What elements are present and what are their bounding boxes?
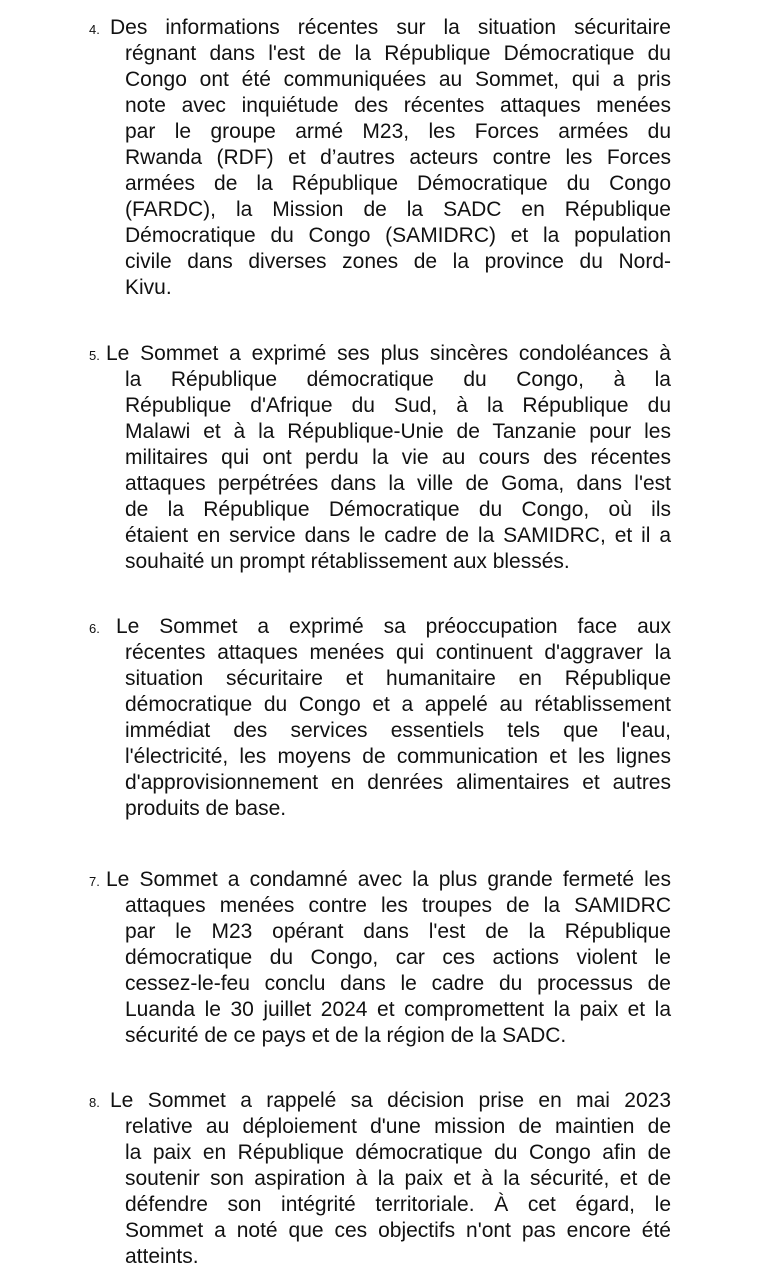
paragraph-line: souhaité un prompt rétablissement aux blessés.	[125, 550, 570, 573]
paragraph-line: Kivu.	[125, 276, 172, 299]
paragraph-number: 7.	[89, 874, 100, 889]
paragraph-line: récentes attaques menées qui continuent d'aggraver la	[125, 641, 671, 664]
paragraph-line: sécurité de ce pays et de la région de la SADC.	[125, 1024, 567, 1047]
paragraph-line: par le groupe armé M23, les Forces armées du	[125, 120, 671, 143]
paragraph-line: soutenir son aspiration à la paix et à la sécurité, et de	[125, 1167, 671, 1190]
paragraph-line: atteints.	[125, 1245, 199, 1268]
paragraph-line: situation sécuritaire et humanitaire en République	[125, 667, 671, 690]
paragraph-line: la République démocratique du Congo, à la	[125, 368, 671, 391]
paragraph-line: Des informations récentes sur la situation sécuritaire	[110, 16, 671, 39]
paragraph-line: l'électricité, les moyens de communication et les lignes	[125, 745, 671, 768]
paragraph-line: produits de base.	[125, 797, 287, 820]
paragraph-line: Le Sommet a exprimé sa préoccupation face aux	[116, 615, 671, 638]
paragraph-line: étaient en service dans le cadre de la SAMIDRC, et il a	[125, 524, 671, 547]
paragraph-line: défendre son intégrité territoriale. À cet égard, le	[125, 1193, 671, 1216]
paragraph-line: Le Sommet a condamné avec la plus grande fermeté les	[106, 868, 671, 891]
paragraph-line: Luanda le 30 juillet 2024 et compromettent la paix et la	[125, 998, 671, 1021]
paragraph-line: note avec inquiétude des récentes attaques menées	[125, 94, 671, 117]
paragraph-line: Le Sommet a exprimé ses plus sincères condoléances à	[106, 342, 671, 365]
paragraph-line: République d'Afrique du Sud, à la République du	[125, 394, 671, 417]
paragraph-number: 5.	[89, 348, 100, 363]
paragraph-line: démocratique du Congo et a appelé au rétablissement	[125, 693, 671, 716]
paragraph-line: armées de la République Démocratique du Congo	[125, 172, 671, 195]
paragraph-line: attaques perpétrées dans la ville de Goma, dans l'est	[125, 472, 671, 495]
paragraph-line: immédiat des services essentiels tels que l'eau,	[125, 719, 671, 742]
paragraph-line: militaires qui ont perdu la vie au cours des récentes	[125, 446, 671, 469]
paragraph-line: attaques menées contre les troupes de la SAMIDRC	[125, 894, 671, 917]
paragraph-line: démocratique du Congo, car ces actions violent le	[125, 946, 671, 969]
paragraph-line: (FARDC), la Mission de la SADC en République	[125, 198, 671, 221]
paragraph-number: 4.	[89, 22, 100, 37]
paragraph-number: 6.	[89, 621, 100, 636]
paragraph-line: de la République Démocratique du Congo, où ils	[125, 498, 671, 521]
paragraph-line: relative au déploiement d'une mission de maintien de	[125, 1115, 671, 1138]
paragraph-line: la paix en République démocratique du Congo afin de	[125, 1141, 671, 1164]
paragraph-line: cessez-le-feu conclu dans le cadre du processus de	[125, 972, 671, 995]
paragraph-line: d'approvisionnement en denrées alimentaires et autres	[125, 771, 671, 794]
paragraph-line: Rwanda (RDF) et d’autres acteurs contre les Forces	[125, 146, 671, 169]
paragraph-line: Congo ont été communiquées au Sommet, qui a pris	[125, 68, 671, 91]
paragraph-line: Malawi et à la République-Unie de Tanzanie pour les	[125, 420, 671, 443]
paragraph-line: civile dans diverses zones de la province du Nord-	[125, 250, 671, 273]
paragraph-line: régnant dans l'est de la République Démocratique du	[125, 42, 671, 65]
paragraph-line: Le Sommet a rappelé sa décision prise en mai 2023	[110, 1089, 671, 1112]
paragraph-number: 8.	[89, 1095, 100, 1110]
paragraph-line: Démocratique du Congo (SAMIDRC) et la population	[125, 224, 671, 247]
paragraph-line: Sommet a noté que ces objectifs n'ont pas encore été	[125, 1219, 671, 1242]
paragraph-line: par le M23 opérant dans l'est de la République	[125, 920, 671, 943]
